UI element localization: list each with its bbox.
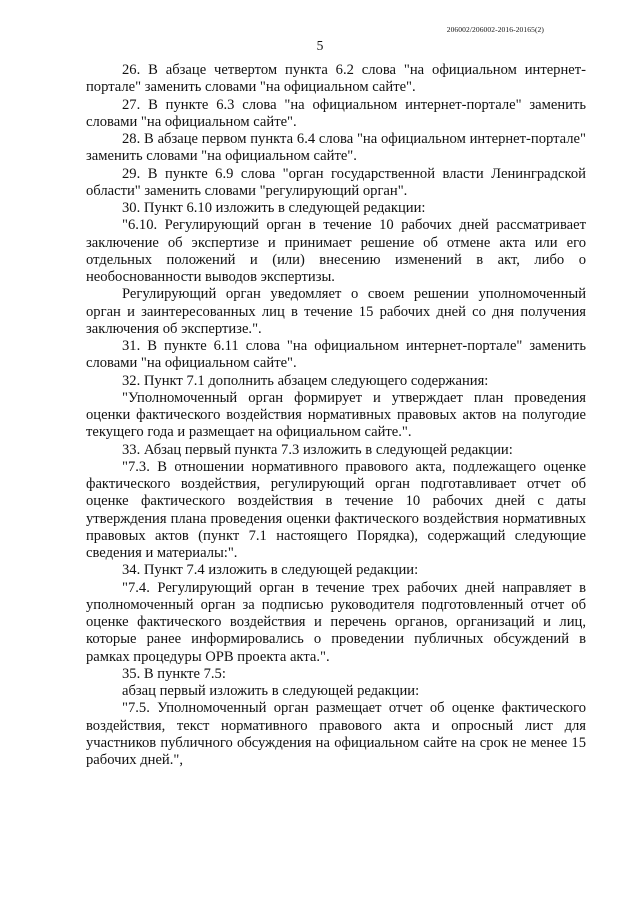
document-code: 206002/206002-2016-20165(2) [446,25,544,34]
paragraph-28: 28. В абзаце первом пункта 6.4 слова "на официальном интернет-портале" заменить словами "на официальном сайте". [86,131,586,165]
paragraph-34: 34. Пункт 7.4 изложить в следующей редакции: [122,562,419,579]
paragraph-33: 33. Абзац первый пункта 7.3 изложить в следующей редакции: [122,441,513,458]
paragraph-35-subitem: абзац первый изложить в следующей редакции: [122,683,420,699]
paragraph-29: 29. В пункте 6.9 слова "орган государственной власти Ленинградской области" заменить словами "регулирующий орган". [86,165,586,199]
quote-6-10-continued: Регулирующий орган уведомляет о своем решении уполномоченный орган и заинтересованных лиц в течение 15 рабочих дней со дня получения заключения об экспертизе.". [86,286,586,337]
quote-7-3: "7.3. В отношении нормативного правового акта, подлежащего оценке фактического воздействия, регулирующий орган подготавливает отчет об оценке фактического воздействия в течение 10 рабочих дней с даты утверждения плана проведения оценки фактического воздействия нормативных правовых актов (пункт 7.1 настоящего Порядка), содержащий следующие сведения и материалы:". [86,458,586,561]
quote-7-4: "7.4. Регулирующий орган в течение трех рабочих дней направляет в уполномоченный орган за подписью руководителя подготовленный отчет об оценке фактического воздействия и перечень органов, организаций и лиц, которые ранее информировались о проведении публичных обсуждений в рамках процедуры ОРВ проекта акта.". [86,579,586,665]
quote-7-1: "Уполномоченный орган формирует и утверждает план проведения оценки фактического воздействия нормативных правовых актов на полугодие текущего года и размещает на официальном сайте.". [86,389,586,441]
paragraph-32: 32. Пункт 7.1 дополнить абзацем следующего содержания: [122,372,489,389]
page-number: 5 [316,38,324,53]
paragraph-26: 26. В абзаце четвертом пункта 6.2 слова "на официальном интернет-портале" заменить словами "на официальном сайте". [86,62,586,96]
quote-6-10: "6.10. Регулирующий орган в течение 10 рабочих дней рассматривает заключение об экспертизе и принимает решение об отмене акта или его отдельных положений и (или) внесению изменений в акт, либо о необоснованности выводов экспертизы. [86,217,586,285]
paragraph-30: 30. Пункт 6.10 изложить в следующей редакции: [122,200,426,216]
quote-7-5: "7.5. Уполномоченный орган размещает отчет об оценке фактического воздействия, текст нормативного правового акта и опросный лист для участников публичного обсуждения на официальном сайте на срок не менее 15 рабочих дней.", [86,700,586,768]
document-body [86,62,586,769]
paragraph-31: 31. В пункте 6.11 слова "на официальном интернет-портале" заменить словами "на официальном сайте". [86,338,586,372]
paragraph-27: 27. В пункте 6.3 слова "на официальном интернет-портале" заменить словами "на официальном сайте". [86,96,586,130]
paragraph-35: 35. В пункте 7.5: [122,665,226,682]
